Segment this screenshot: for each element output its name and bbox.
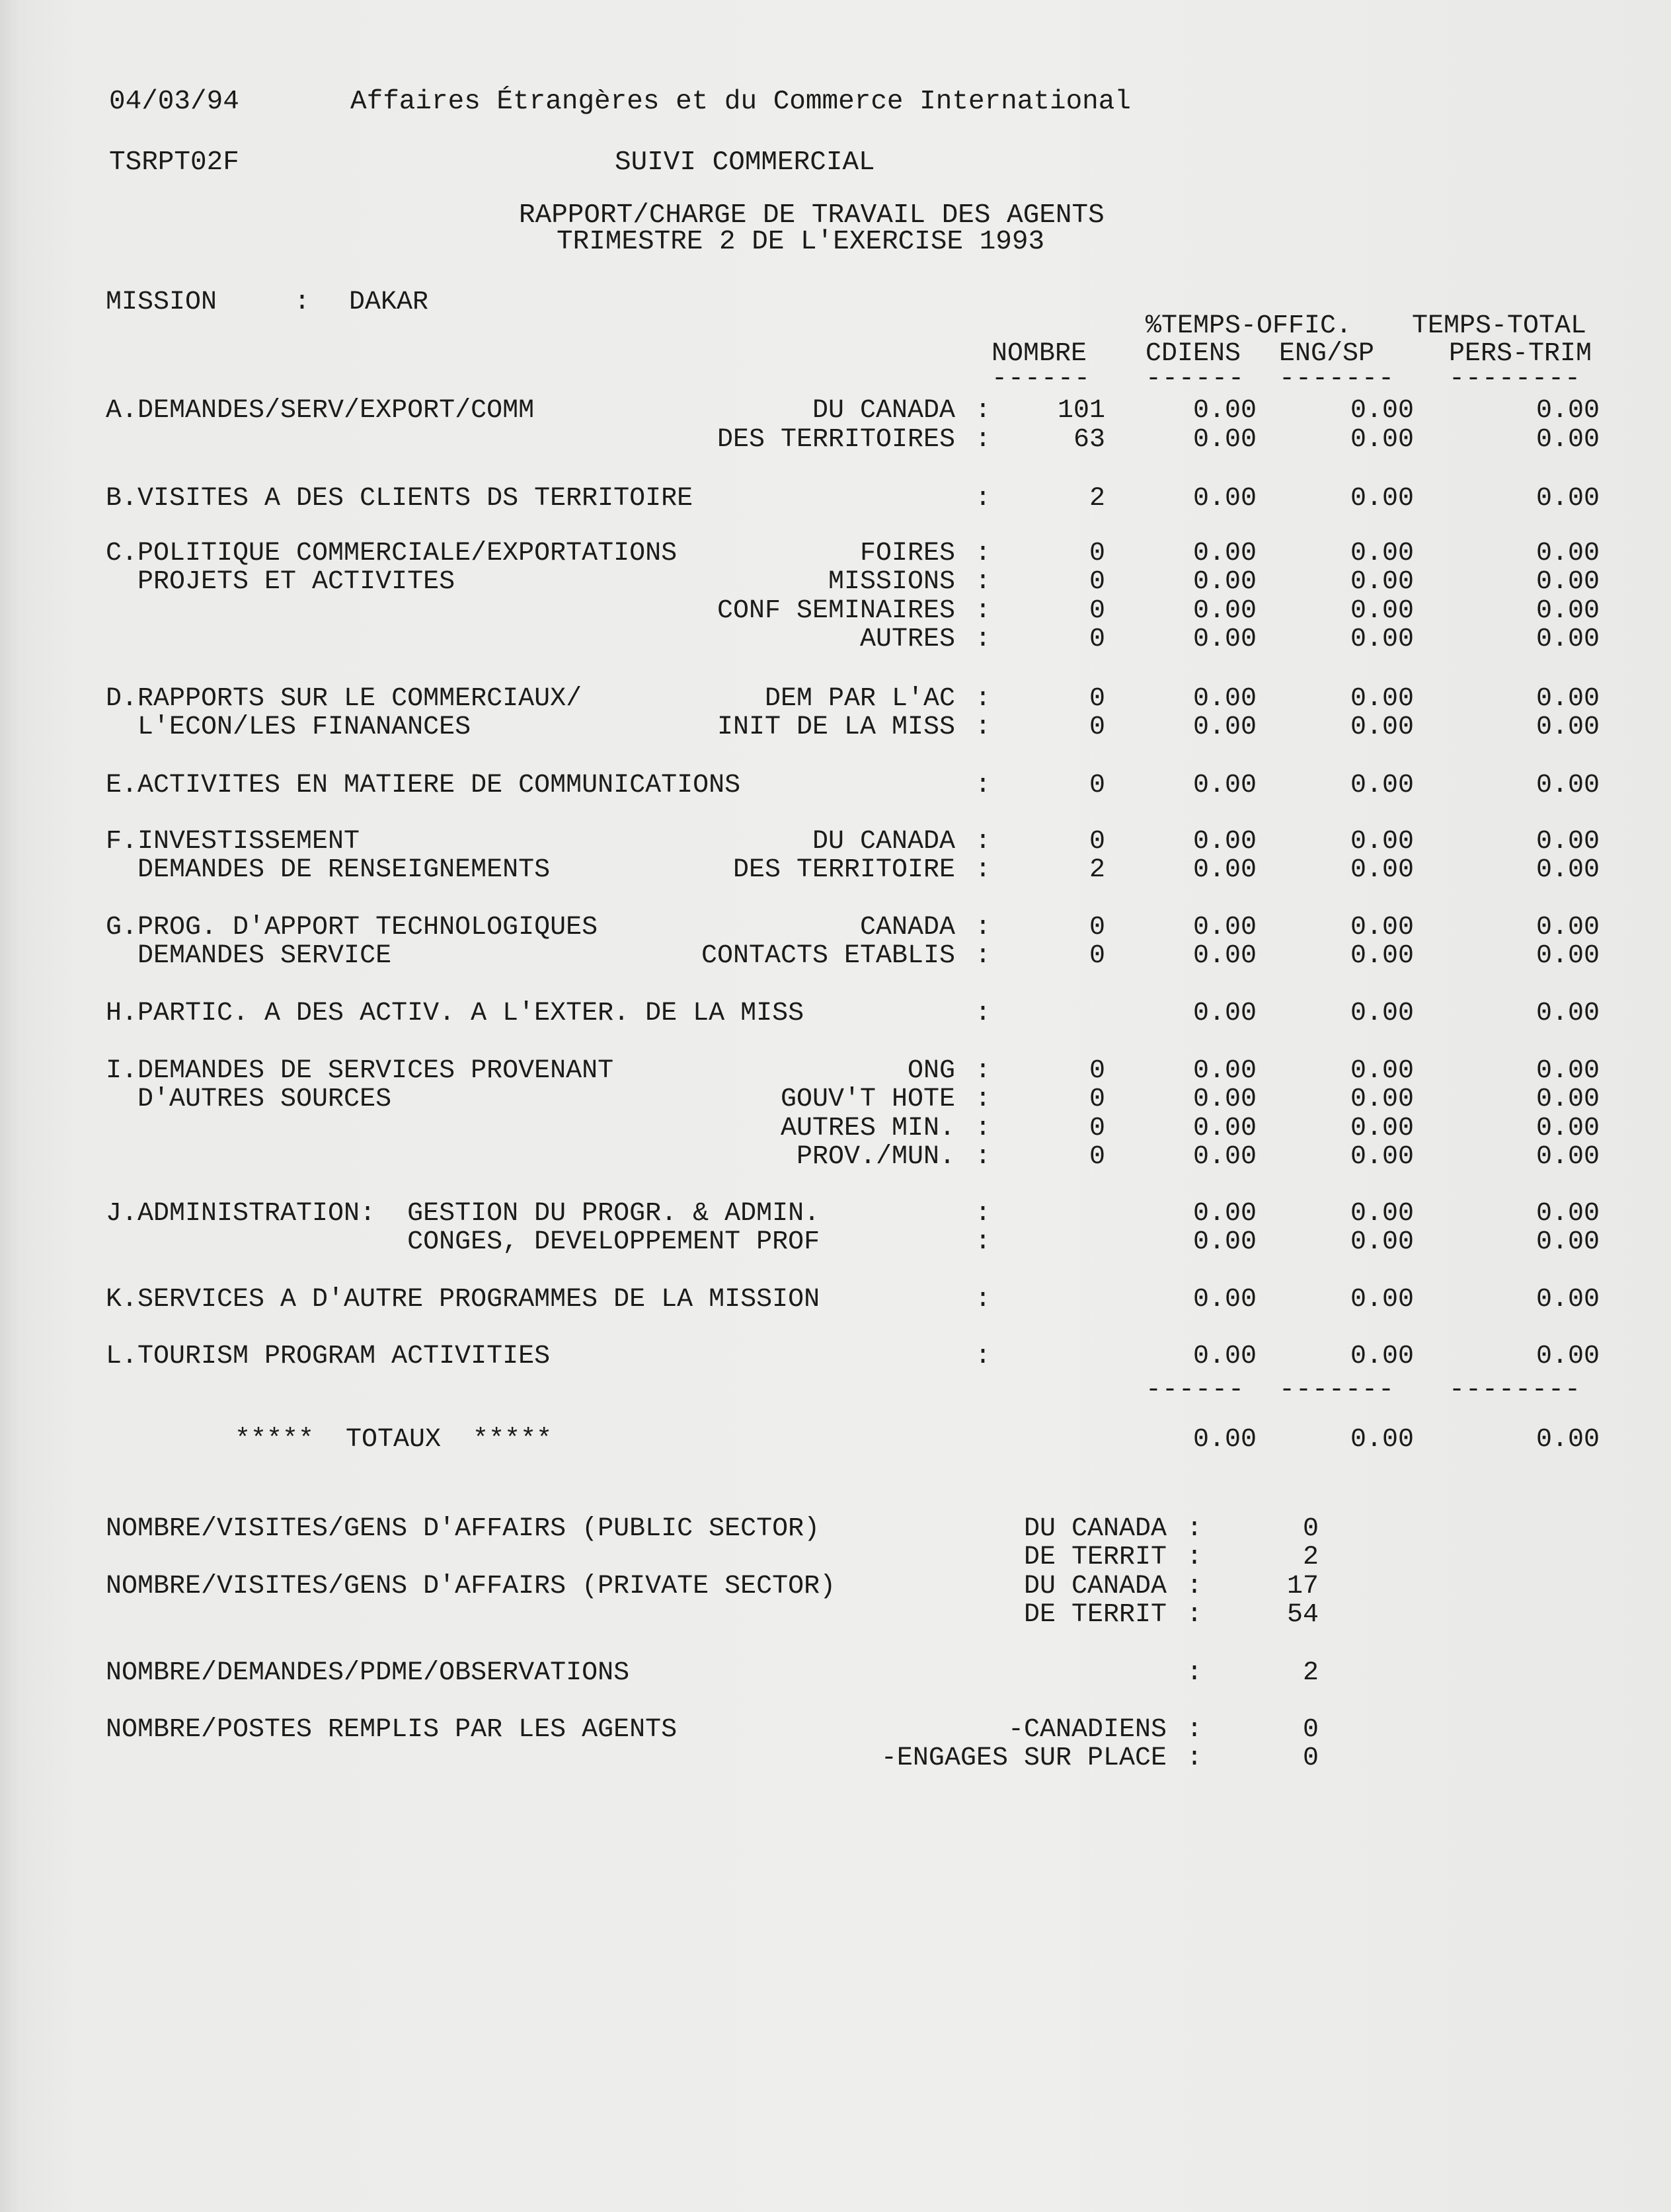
row-cdiens: 0.00 [1192, 396, 1257, 426]
row-cdiens: 0.00 [1192, 684, 1257, 714]
table-row [0, 395, 1671, 427]
row-sublabel: DES TERRITOIRE [732, 855, 955, 885]
row-cdiens: 0.00 [1192, 827, 1257, 857]
row-sublabel: CONTACTS ETABLIS [701, 941, 955, 971]
row-engsp: 0.00 [1350, 941, 1414, 971]
row-perstrim: 0.00 [1535, 913, 1600, 942]
report-title: RAPPORT/CHARGE DE TRAVAIL DES AGENTS [519, 200, 1105, 231]
row-engsp: 0.00 [1350, 1114, 1414, 1143]
totals-row [0, 1424, 1671, 1456]
table-row [0, 712, 1671, 744]
row-engsp: 0.00 [1350, 1142, 1414, 1172]
summary-label: NOMBRE/DEMANDES/PDME/OBSERVATIONS [106, 1658, 630, 1688]
row-label: D.RAPPORTS SUR LE COMMERCIAUX/ [106, 684, 582, 714]
table-row [0, 1084, 1671, 1116]
table-row [0, 1141, 1671, 1173]
row-colon: : [975, 827, 991, 857]
table-row [0, 912, 1671, 944]
row-sublabel: DEM PAR L'AC [764, 684, 955, 714]
row-label: K.SERVICES A D'AUTRE PROGRAMMES DE LA MISSION [106, 1285, 820, 1315]
row-engsp: 0.00 [1350, 484, 1414, 514]
summary-row [0, 1714, 1671, 1746]
row-colon: : [975, 1142, 991, 1172]
table-row [0, 1284, 1671, 1316]
summary-sublabel: DE TERRIT [1023, 1600, 1167, 1630]
header-line-1 [0, 86, 1671, 118]
col-engsp: ENG/SP [1279, 339, 1375, 369]
row-label: L'ECON/LES FINANANCES [106, 712, 471, 742]
row-perstrim: 0.00 [1535, 1056, 1600, 1086]
row-cdiens: 0.00 [1192, 484, 1257, 514]
row-colon: : [975, 771, 991, 800]
summary-row [0, 1658, 1671, 1689]
row-colon: : [975, 425, 991, 455]
totals-cdiens: 0.00 [1192, 1425, 1257, 1455]
summary-value: 17 [1286, 1572, 1319, 1601]
summary-value: 2 [1302, 1543, 1319, 1572]
dash-total-cdiens: ------ [1146, 1375, 1245, 1405]
dash-total-engsp: ------- [1279, 1375, 1395, 1405]
row-label: H.PARTIC. A DES ACTIV. A L'EXTER. DE LA MISS [106, 999, 804, 1028]
row-nombre: 0 [1089, 596, 1105, 626]
row-cdiens: 0.00 [1192, 1199, 1257, 1229]
row-sublabel: DES TERRITOIRES [717, 425, 955, 455]
row-colon: : [975, 1085, 991, 1114]
row-perstrim: 0.00 [1535, 999, 1600, 1028]
row-colon: : [975, 913, 991, 942]
summary-sublabel: DU CANADA [1023, 1572, 1167, 1601]
row-label: E.ACTIVITES EN MATIERE DE COMMUNICATIONS [106, 771, 741, 800]
row-cdiens: 0.00 [1192, 625, 1257, 654]
row-engsp: 0.00 [1350, 567, 1414, 597]
summary-colon: : [1186, 1600, 1203, 1630]
row-label: F.INVESTISSEMENT [106, 827, 360, 857]
row-perstrim: 0.00 [1535, 684, 1600, 714]
row-cdiens: 0.00 [1192, 913, 1257, 942]
table-row [0, 855, 1671, 886]
table-row [0, 624, 1671, 656]
row-perstrim: 0.00 [1535, 827, 1600, 857]
row-sublabel: FOIRES [859, 539, 955, 568]
row-sublabel: MISSIONS [828, 567, 955, 597]
row-engsp: 0.00 [1350, 1056, 1414, 1086]
table-row [0, 595, 1671, 627]
row-nombre: 0 [1089, 941, 1105, 971]
summary-row [0, 1599, 1671, 1631]
report-period-line [0, 226, 1671, 258]
row-engsp: 0.00 [1350, 1199, 1414, 1229]
row-label: A.DEMANDES/SERV/EXPORT/COMM [106, 396, 535, 426]
summary-colon: : [1186, 1572, 1203, 1601]
row-colon: : [975, 1199, 991, 1229]
summary-colon: : [1186, 1658, 1203, 1688]
row-label: B.VISITES A DES CLIENTS DS TERRITOIRE [106, 484, 693, 514]
row-perstrim: 0.00 [1535, 596, 1600, 626]
row-sublabel: CONF SEMINAIRES [717, 596, 955, 626]
row-cdiens: 0.00 [1192, 1285, 1257, 1315]
table-row [0, 1198, 1671, 1230]
summary-sublabel: -ENGAGES SUR PLACE [880, 1743, 1167, 1773]
row-colon: : [975, 1285, 991, 1315]
row-cdiens: 0.00 [1192, 712, 1257, 742]
summary-sublabel: DU CANADA [1023, 1514, 1167, 1544]
row-engsp: 0.00 [1350, 999, 1414, 1028]
table-row [0, 1113, 1671, 1145]
dash-perstrim: -------- [1449, 364, 1582, 394]
row-cdiens: 0.00 [1192, 1085, 1257, 1114]
mission-value: DAKAR [349, 287, 429, 317]
row-nombre: 0 [1089, 684, 1105, 714]
table-row [0, 940, 1671, 972]
report-date: 04/03/94 [109, 87, 239, 117]
row-cdiens: 0.00 [1192, 425, 1257, 455]
totals-label: ***** TOTAUX ***** [235, 1425, 553, 1455]
row-colon: : [975, 1114, 991, 1143]
row-engsp: 0.00 [1350, 539, 1414, 568]
table-row [0, 1341, 1671, 1373]
row-sublabel: DU CANADA [812, 396, 955, 426]
table-row [0, 424, 1671, 456]
summary-value: 0 [1302, 1715, 1319, 1745]
table-row [0, 826, 1671, 858]
summary-colon: : [1186, 1715, 1203, 1745]
row-nombre: 0 [1089, 771, 1105, 800]
summary-sublabel: DE TERRIT [1023, 1543, 1167, 1572]
department-name: Affaires Étrangères et du Commerce International [350, 87, 1131, 117]
table-row [0, 998, 1671, 1030]
dash-cdiens: ------ [1146, 364, 1245, 394]
summary-value: 0 [1302, 1743, 1319, 1773]
row-engsp: 0.00 [1350, 855, 1414, 885]
row-nombre: 0 [1089, 1114, 1105, 1143]
row-sublabel: AUTRES [859, 625, 955, 654]
row-engsp: 0.00 [1350, 1285, 1414, 1315]
row-cdiens: 0.00 [1192, 567, 1257, 597]
row-cdiens: 0.00 [1192, 941, 1257, 971]
system-name: SUIVI COMMERCIAL [615, 147, 875, 178]
report-code: TSRPT02F [109, 147, 239, 178]
row-colon: : [975, 596, 991, 626]
row-nombre: 2 [1089, 855, 1105, 885]
row-cdiens: 0.00 [1192, 1342, 1257, 1371]
row-perstrim: 0.00 [1535, 1114, 1600, 1143]
row-sublabel: DU CANADA [812, 827, 955, 857]
row-label: CONGES, DEVELOPPEMENT PROF [106, 1227, 820, 1257]
row-label: D'AUTRES SOURCES [106, 1085, 392, 1114]
row-nombre: 0 [1089, 1056, 1105, 1086]
row-cdiens: 0.00 [1192, 855, 1257, 885]
row-nombre: 0 [1089, 1085, 1105, 1114]
row-perstrim: 0.00 [1535, 1342, 1600, 1371]
summary-row [0, 1542, 1671, 1574]
row-engsp: 0.00 [1350, 596, 1414, 626]
mission-sep: : [294, 287, 311, 317]
column-underline [0, 363, 1671, 395]
row-label: C.POLITIQUE COMMERCIALE/EXPORTATIONS [106, 539, 678, 568]
row-perstrim: 0.00 [1535, 1199, 1600, 1229]
row-perstrim: 0.00 [1535, 771, 1600, 800]
table-row [0, 566, 1671, 598]
row-perstrim: 0.00 [1535, 425, 1600, 455]
totals-underline [0, 1375, 1671, 1406]
dash-engsp: ------- [1279, 364, 1395, 394]
row-colon: : [975, 1056, 991, 1086]
col-nombre: NOMBRE [991, 339, 1087, 369]
row-engsp: 0.00 [1350, 827, 1414, 857]
summary-value: 0 [1302, 1514, 1319, 1544]
header-line-2 [0, 147, 1671, 178]
row-engsp: 0.00 [1350, 684, 1414, 714]
col-cdiens: CDIENS [1146, 339, 1241, 369]
row-cdiens: 0.00 [1192, 1227, 1257, 1257]
row-label: J.ADMINISTRATION: GESTION DU PROGR. & ADMIN. [106, 1199, 820, 1229]
row-sublabel: INIT DE LA MISS [717, 712, 955, 742]
row-nombre: 0 [1089, 625, 1105, 654]
row-colon: : [975, 999, 991, 1028]
summary-colon: : [1186, 1743, 1203, 1773]
col-group-temps-offic: %TEMPS-OFFIC. [1146, 311, 1352, 341]
summary-label: NOMBRE/VISITES/GENS D'AFFAIRS (PRIVATE SECTOR) [106, 1572, 836, 1601]
row-label: DEMANDES DE RENSEIGNEMENTS [106, 855, 551, 885]
row-cdiens: 0.00 [1192, 999, 1257, 1028]
row-cdiens: 0.00 [1192, 1142, 1257, 1172]
summary-row [0, 1743, 1671, 1774]
row-nombre: 0 [1089, 827, 1105, 857]
row-cdiens: 0.00 [1192, 596, 1257, 626]
col-group-temps-total: TEMPS-TOTAL [1412, 311, 1587, 341]
table-row [0, 1227, 1671, 1258]
table-row [0, 770, 1671, 802]
table-row [0, 483, 1671, 515]
row-colon: : [975, 1342, 991, 1371]
row-colon: : [975, 396, 991, 426]
row-engsp: 0.00 [1350, 1085, 1414, 1114]
row-nombre: 0 [1089, 1142, 1105, 1172]
row-sublabel: ONG [907, 1056, 955, 1086]
row-cdiens: 0.00 [1192, 771, 1257, 800]
row-colon: : [975, 684, 991, 714]
summary-label: NOMBRE/VISITES/GENS D'AFFAIRS (PUBLIC SECTOR) [106, 1514, 820, 1544]
row-engsp: 0.00 [1350, 425, 1414, 455]
row-colon: : [975, 484, 991, 514]
summary-label: NOMBRE/POSTES REMPLIS PAR LES AGENTS [106, 1715, 678, 1745]
row-nombre: 0 [1089, 913, 1105, 942]
row-sublabel: PROV./MUN. [796, 1142, 955, 1172]
row-perstrim: 0.00 [1535, 1285, 1600, 1315]
row-perstrim: 0.00 [1535, 855, 1600, 885]
row-label: L.TOURISM PROGRAM ACTIVITIES [106, 1342, 551, 1371]
row-colon: : [975, 1227, 991, 1257]
row-engsp: 0.00 [1350, 625, 1414, 654]
row-label: I.DEMANDES DE SERVICES PROVENANT [106, 1056, 614, 1086]
table-row [0, 538, 1671, 570]
row-colon: : [975, 625, 991, 654]
row-sublabel: GOUV'T HOTE [780, 1085, 955, 1114]
row-perstrim: 0.00 [1535, 712, 1600, 742]
row-perstrim: 0.00 [1535, 396, 1600, 426]
row-cdiens: 0.00 [1192, 1114, 1257, 1143]
row-perstrim: 0.00 [1535, 1085, 1600, 1114]
row-colon: : [975, 712, 991, 742]
dash-nombre: ------ [991, 364, 1091, 394]
row-colon: : [975, 539, 991, 568]
summary-colon: : [1186, 1514, 1203, 1544]
table-row [0, 1055, 1671, 1087]
table-row [0, 683, 1671, 715]
row-colon: : [975, 567, 991, 597]
row-perstrim: 0.00 [1535, 1227, 1600, 1257]
row-nombre: 0 [1089, 712, 1105, 742]
dash-total-perstrim: -------- [1449, 1375, 1582, 1405]
summary-colon: : [1186, 1543, 1203, 1572]
row-nombre: 63 [1073, 425, 1105, 455]
report-period: TRIMESTRE 2 DE L'EXERCISE 1993 [557, 227, 1045, 257]
row-nombre: 0 [1089, 539, 1105, 568]
row-engsp: 0.00 [1350, 1342, 1414, 1371]
row-label: DEMANDES SERVICE [106, 941, 392, 971]
column-group-header [0, 311, 1671, 342]
summary-row [0, 1571, 1671, 1603]
row-engsp: 0.00 [1350, 771, 1414, 800]
row-perstrim: 0.00 [1535, 1142, 1600, 1172]
row-nombre: 2 [1089, 484, 1105, 514]
summary-value: 54 [1286, 1600, 1319, 1630]
row-nombre: 0 [1089, 567, 1105, 597]
row-cdiens: 0.00 [1192, 1056, 1257, 1086]
row-colon: : [975, 855, 991, 885]
row-perstrim: 0.00 [1535, 625, 1600, 654]
row-engsp: 0.00 [1350, 712, 1414, 742]
mission-label: MISSION [106, 287, 217, 317]
summary-value: 2 [1302, 1658, 1319, 1688]
row-perstrim: 0.00 [1535, 484, 1600, 514]
row-nombre: 101 [1057, 396, 1105, 426]
row-sublabel: CANADA [859, 913, 955, 942]
row-sublabel: AUTRES MIN. [780, 1114, 955, 1143]
row-label: G.PROG. D'APPORT TECHNOLOGIQUES [106, 913, 598, 942]
row-engsp: 0.00 [1350, 396, 1414, 426]
row-perstrim: 0.00 [1535, 941, 1600, 971]
row-engsp: 0.00 [1350, 913, 1414, 942]
summary-row [0, 1513, 1671, 1545]
row-engsp: 0.00 [1350, 1227, 1414, 1257]
totals-engsp: 0.00 [1350, 1425, 1414, 1455]
row-perstrim: 0.00 [1535, 567, 1600, 597]
summary-sublabel: -CANADIENS [1007, 1715, 1167, 1745]
row-perstrim: 0.00 [1535, 539, 1600, 568]
col-perstrim: PERS-TRIM [1449, 339, 1592, 369]
row-cdiens: 0.00 [1192, 539, 1257, 568]
row-label: PROJETS ET ACTIVITES [106, 567, 455, 597]
row-colon: : [975, 941, 991, 971]
totals-perstrim: 0.00 [1535, 1425, 1600, 1455]
